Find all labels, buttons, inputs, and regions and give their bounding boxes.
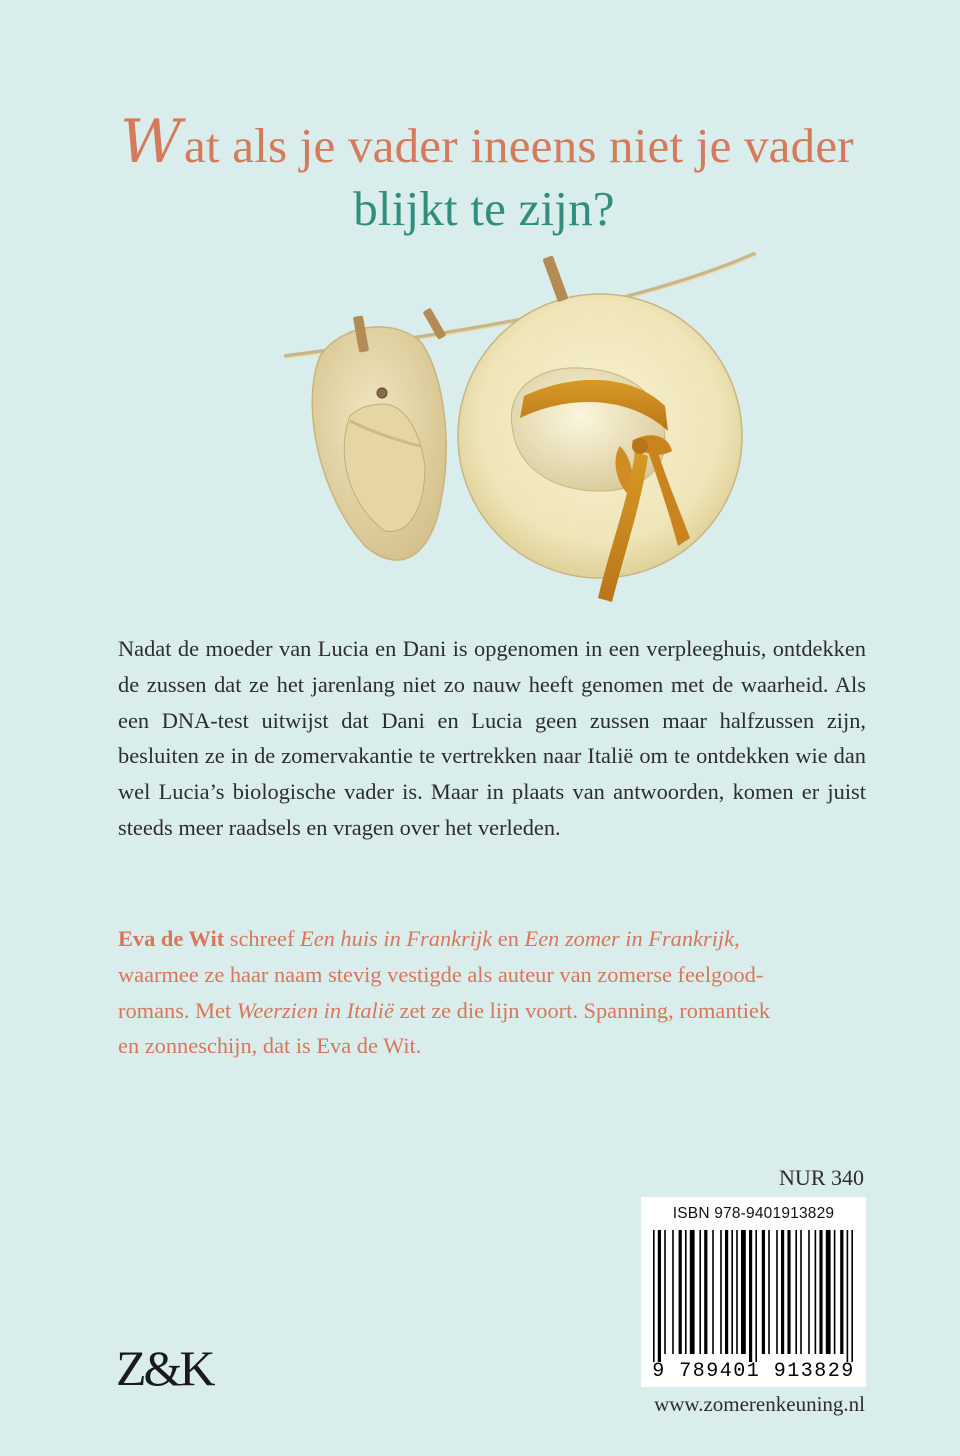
- barcode-bar: [755, 1230, 757, 1362]
- author-text-3a: romans. Met: [118, 997, 237, 1023]
- small-hat: [312, 315, 446, 560]
- barcode-bars: [649, 1228, 858, 1378]
- publisher-logo: Z&K: [116, 1340, 213, 1396]
- author-text-comma: ,: [734, 926, 740, 951]
- barcode-bar: [749, 1230, 752, 1362]
- barcode-bar: [704, 1230, 707, 1354]
- barcode-bar: [731, 1230, 733, 1354]
- barcode-bar: [847, 1230, 849, 1362]
- barcode-bar: [808, 1230, 810, 1354]
- headline-line-1-text: at als je vader ineens niet je vader: [184, 118, 854, 173]
- barcode-bar: [690, 1230, 695, 1354]
- barcode-bar: [664, 1230, 666, 1354]
- barcode-bar: [795, 1230, 797, 1354]
- barcode-bar: [768, 1230, 770, 1354]
- barcode-bar: [679, 1230, 682, 1354]
- nur-code: NUR 340: [779, 1165, 864, 1190]
- isbn-barcode: [641, 1197, 866, 1387]
- author-text-3b: zet ze die lijn voort. Spanning, romantiek: [393, 997, 771, 1023]
- barcode-bar: [834, 1230, 836, 1354]
- author-line-2: waarmee ze haar naam stevig vestigde als auteur van zomerse feelgood-: [118, 961, 764, 987]
- book-title-1: Een huis in Frankrijk: [300, 926, 493, 951]
- large-hat: [458, 255, 742, 602]
- blurb-paragraph: Nadat de moeder van Lucia en Dani is opgenomen in een verpleeghuis, ontdekken de zussen dat ze het jarenlang niet zo nauw heeft genomen met de waarheid. Als een DNA-test uitwijst dat Dani en Lucia geen zussen maar halfzussen zijn, besluiten ze in de zomervakantie te vertrekken naar Italië om te ontdekken wie dan wel Lucia’s biologische vader is. Maar in plaats van antwoorden, komen er juist steeds meer raadsels en vragen over het verleden.: [118, 636, 866, 840]
- headline-line-1: [0, 107, 960, 177]
- barcode-bar: [800, 1230, 802, 1354]
- barcode-bar: [851, 1230, 853, 1362]
- blurb-text: [118, 631, 866, 846]
- author-text-and: en: [492, 926, 525, 951]
- barcode-bar: [840, 1230, 843, 1354]
- barcode-bar: [699, 1230, 701, 1354]
- barcode-bar: [819, 1230, 822, 1354]
- barcode-bar: [741, 1230, 746, 1354]
- author-name: Eva de Wit: [118, 926, 225, 951]
- author-line-3: [118, 993, 866, 1029]
- barcode-bar: [720, 1230, 722, 1354]
- barcode-bar: [815, 1230, 817, 1354]
- publisher-website: www.zomerenkeuning.nl: [654, 1392, 865, 1416]
- isbn-label: ISBN 978-9401913829: [672, 1205, 835, 1222]
- book-title-3: Weerzien in Italië: [236, 997, 394, 1023]
- book-title-2: Een zomer in Frankrijk: [524, 926, 735, 951]
- barcode-bar: [762, 1230, 765, 1354]
- barcode-bar: [672, 1230, 674, 1354]
- headline-line-2: blijkt te zijn?: [353, 181, 615, 236]
- barcode-bar: [736, 1230, 738, 1354]
- barcode-bar: [658, 1230, 661, 1362]
- author-text-wrote: schreef: [224, 926, 301, 951]
- barcode-bar: [787, 1230, 790, 1354]
- barcode-bar: [725, 1230, 728, 1354]
- barcode-bar: [653, 1230, 655, 1362]
- barcode-bar: [712, 1230, 714, 1354]
- barcode-bar: [685, 1230, 687, 1354]
- barcode-digits: 9 789401 913829: [652, 1360, 855, 1378]
- author-line-1: [118, 921, 866, 957]
- barcode-bar: [776, 1230, 778, 1354]
- headline-initial: W: [120, 107, 183, 177]
- barcode-bar: [826, 1230, 831, 1354]
- author-paragraph: [118, 921, 866, 1064]
- author-line-4: en zonneschijn, dat is Eva de Wit.: [118, 1033, 422, 1059]
- hats-on-clothesline-illustration: [280, 246, 760, 616]
- barcode-bar: [781, 1230, 784, 1354]
